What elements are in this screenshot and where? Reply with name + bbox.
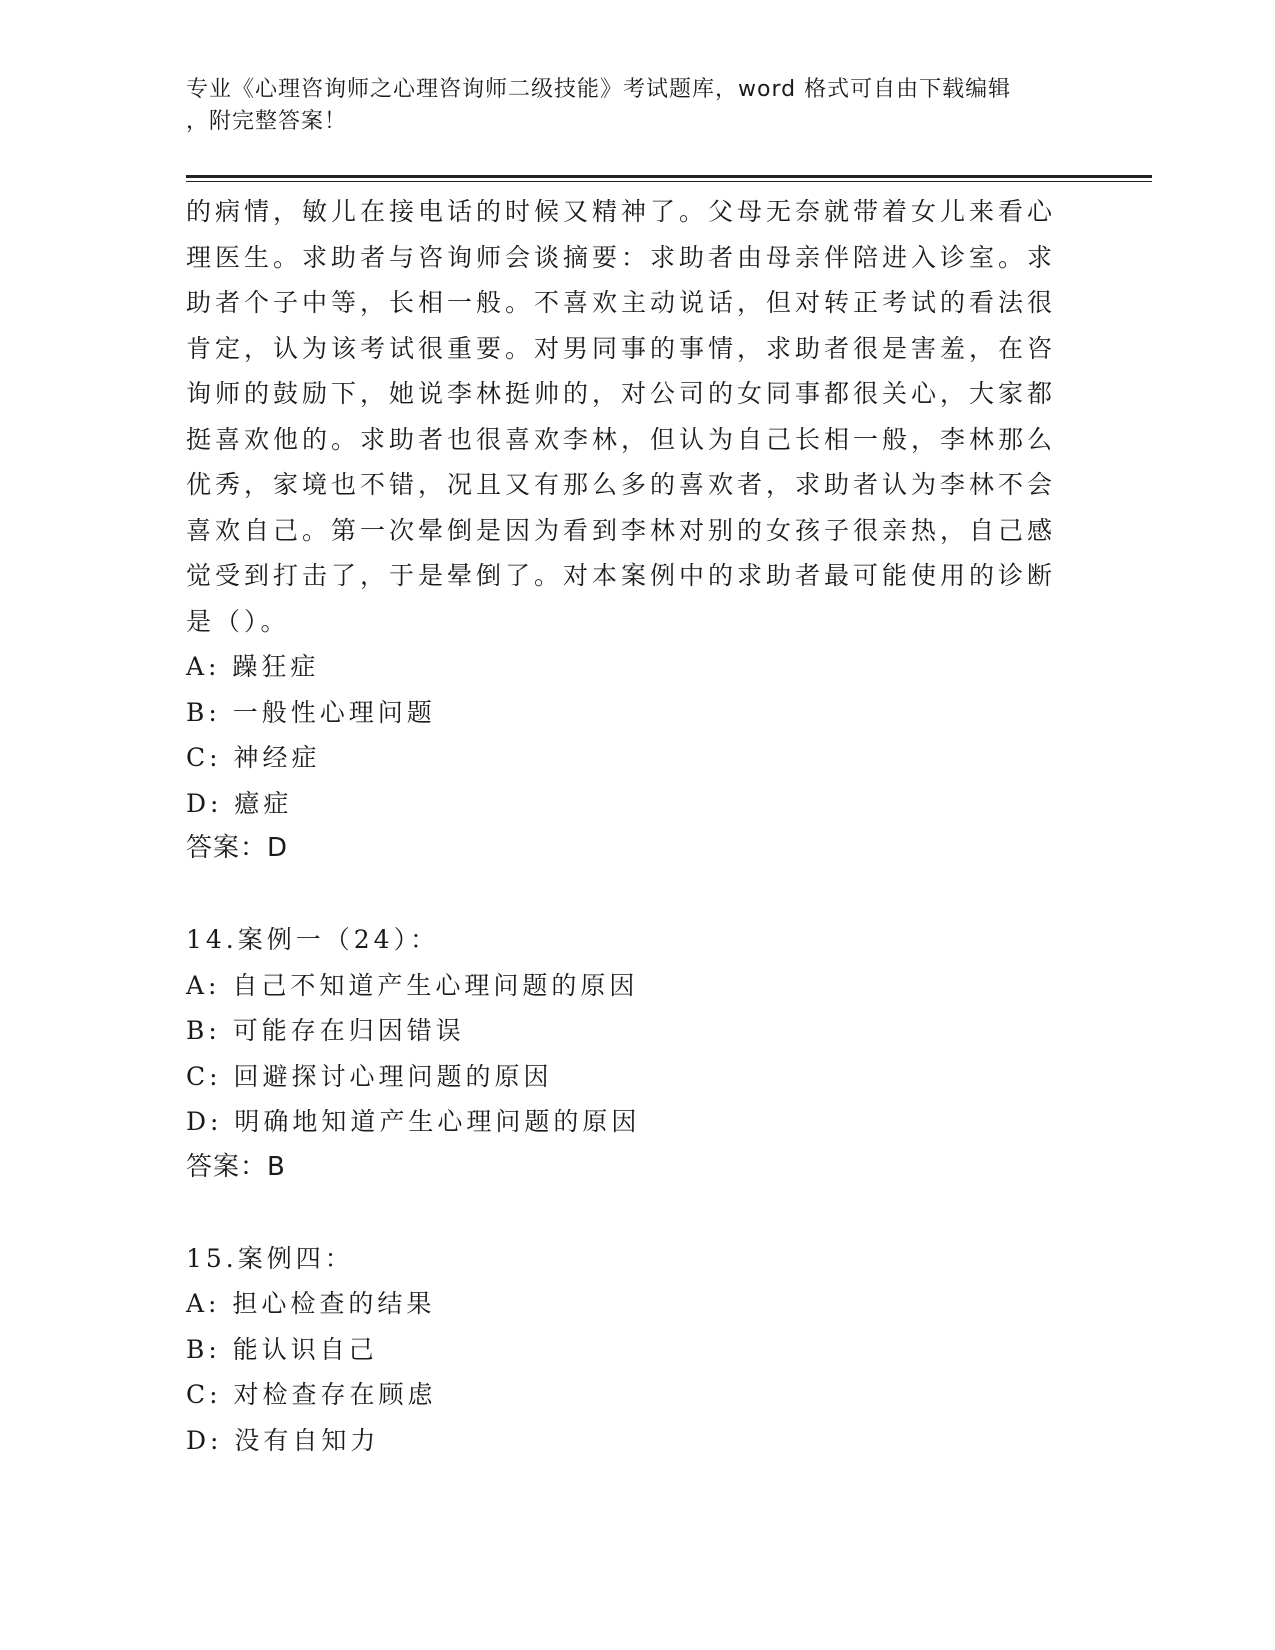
option-d: D: 没有自知力 bbox=[186, 1425, 380, 1455]
option-c: C: 神经症 bbox=[186, 743, 321, 772]
question-13 bbox=[186, 189, 1056, 872]
option-a: A: 担心检查的结果 bbox=[186, 1289, 436, 1318]
header-line-2: ，附完整答案！ bbox=[186, 109, 348, 134]
header-rule-thin bbox=[186, 181, 1152, 182]
answer: 答案：B bbox=[186, 1151, 286, 1182]
option-d: D: 癔症 bbox=[186, 788, 293, 818]
question-15 bbox=[186, 1236, 1056, 1464]
option-c: C: 对检查存在顾虑 bbox=[186, 1380, 437, 1409]
question-stem: 15.案例四： bbox=[186, 1243, 354, 1273]
document-header bbox=[186, 74, 1066, 138]
question-stem: 14.案例一（24）： bbox=[186, 925, 440, 954]
option-d: D: 明确地知道产生心理问题的原因 bbox=[186, 1107, 641, 1136]
header-rule-thick bbox=[186, 175, 1152, 178]
option-a: A: 躁狂症 bbox=[186, 652, 320, 681]
header-line-1: 专业《心理咨询师之心理咨询师二级技能》考试题库，word 格式可自由下载编辑 bbox=[186, 77, 1012, 102]
option-c: C: 回避探讨心理问题的原因 bbox=[186, 1061, 553, 1091]
document-body bbox=[186, 189, 1056, 1463]
option-a: A: 自己不知道产生心理问题的原因 bbox=[186, 970, 639, 1000]
question-stem: 的病情，敏儿在接电话的时候又精神了。父母无奈就带着女儿来看心理医生。求助者与咨询师会谈摘要：求助者由母亲伴陪进入诊室。求助者个子中等，长相一般。不喜欢主动说话，但对转正考试的看法很肯定，认为该考试很重要。对男同事的事情，求助者很是害羞，在咨询师的鼓励下，她说李林挺帅的，对公司的女同事都很关心，大家都挺喜欢他的。求助者也很喜欢李林，但认为自己长相一般，李林那么优秀，家境也不错，况且又有那么多的喜欢者，求助者认为李林不会喜欢自己。第一次晕倒是因为看到李林对别的女孩子很亲热，自己感觉受到打击了，于是晕倒了。对本案例中的求助者最可能使用的诊断是（）。 bbox=[186, 197, 1057, 636]
spacer bbox=[186, 872, 1056, 918]
option-b: B: 可能存在归因错误 bbox=[186, 1016, 465, 1045]
answer: 答案：D bbox=[186, 833, 289, 863]
question-14 bbox=[186, 917, 1056, 1190]
option-b: B: 一般性心理问题 bbox=[186, 697, 436, 727]
spacer bbox=[186, 1190, 1056, 1236]
option-b: B: 能认识自己 bbox=[186, 1334, 378, 1364]
